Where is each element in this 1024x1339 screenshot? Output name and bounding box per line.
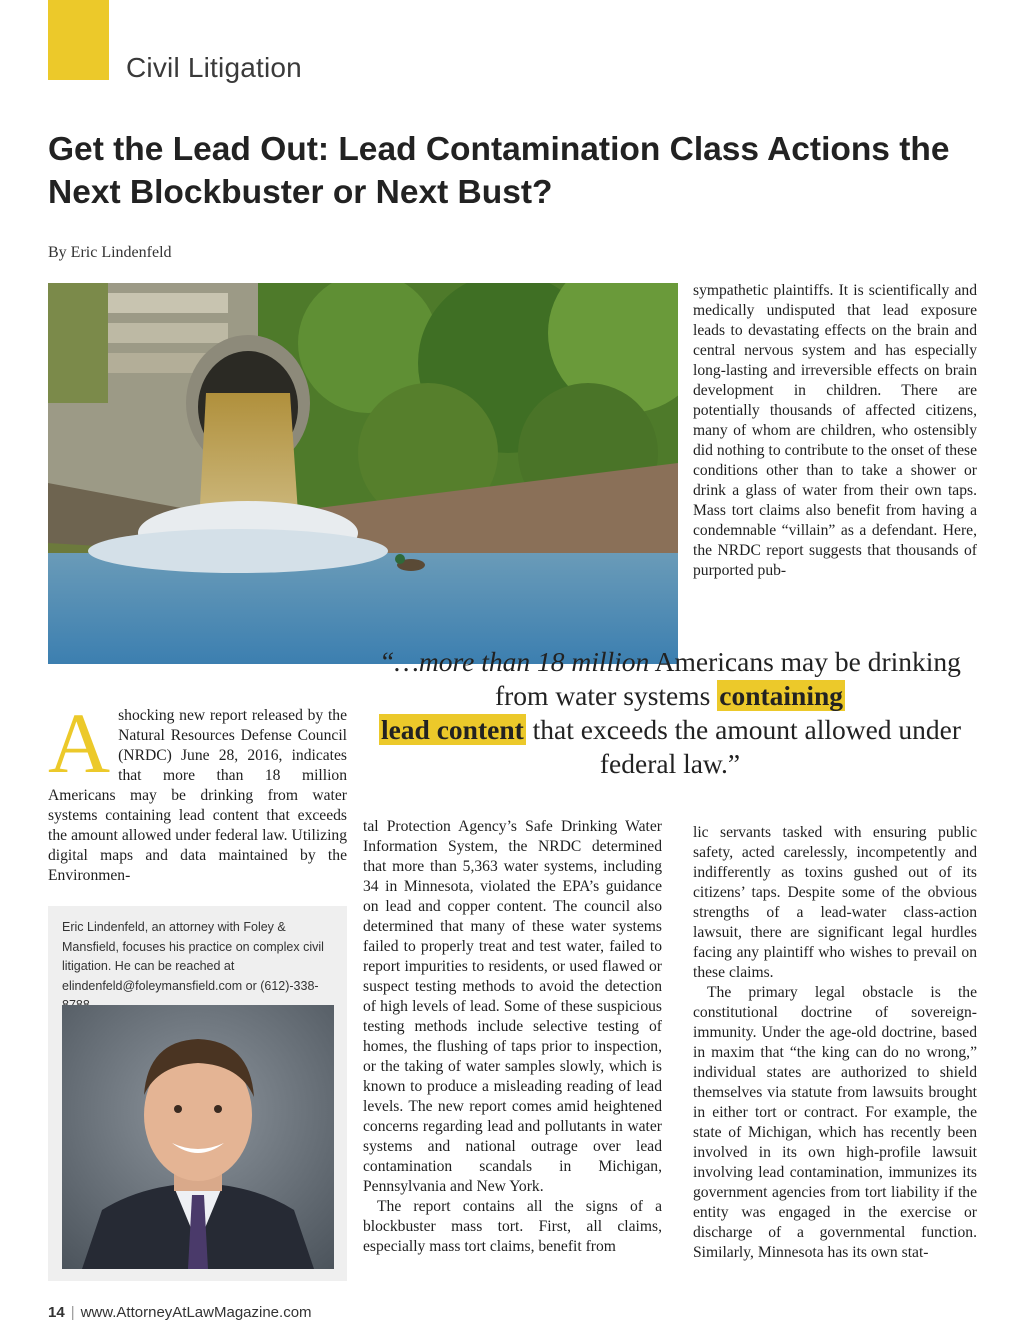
article-column-2 xyxy=(363,817,662,1257)
article-title: Get the Lead Out: Lead Contamination Class Actions the Next Blockbuster or Next Bust? xyxy=(48,131,950,211)
page-number: 14 xyxy=(48,1304,65,1321)
footer-divider: | xyxy=(70,1304,75,1321)
author-portrait xyxy=(62,1005,334,1269)
pull-quote-highlight: containing xyxy=(719,680,844,711)
pull-quote-text: Americans may be drinking from water systems xyxy=(494,646,961,711)
section-label: Civil Litigation xyxy=(126,52,302,83)
body-text: shocking new report released by the Natural Resources Defense Council (NRDC) June 28, 2016, indicates that more than 18 million Americans may be drinking from water systems containing lead content that exceeds the amount allowed under federal law. Utilizing digital maps and data maintained by the Environmen- xyxy=(48,707,347,884)
article-column-1 xyxy=(48,695,347,886)
body-text: sympathetic plaintiffs. It is scientifically and medically undisputed that lead exposure leads to devastating effects on the brain and central nervous system and has especially long-lasting and irreversible effects on brain development in children. There are potentially thousands of affected citizens, many of whom are children, who ostensibly did nothing to contribute to the onset of these conditions other than to take a shower or drink a glass of water from their own taps. Mass tort claims also benefit from having a condemnable “villain” as a defendant. Here, the NRDC report suggests that thousands of purported pub- xyxy=(693,282,977,579)
drop-cap: A xyxy=(48,695,111,791)
body-text: tal Protection Agency’s Safe Drinking Water Information System, the NRDC determined that more than 5,363 water systems, including 34 in Minnesota, violated the EPA’s guidance on lead and copper content. The council also determined that many of these water systems failed to properly treat and test water, failed to report impurities to residents, or used flawed or suspect testing methods to avoid the detection of high levels of lead. Some of these suspicious testing methods include selective testing of homes, the flushing of taps prior to inspection, or the taking of water samples slowly, which is known to produce a misleading reading of lead levels. The new report comes amid heightened concerns regarding lead and pollutants in water systems and national outrage over lead contamination scandals in Michigan, Pennsylvania and New York. xyxy=(363,818,662,1195)
website-url: www.AttorneyAtLawMagazine.com xyxy=(80,1304,312,1321)
byline: By Eric Lindenfeld xyxy=(48,244,172,261)
article-column-right-top xyxy=(693,281,977,581)
pull-quote-text: that exceeds the amount allowed under federal law.” xyxy=(525,714,962,779)
drain-pipe-photo xyxy=(48,283,678,664)
pull-quote xyxy=(360,645,980,781)
section-accent-bar xyxy=(48,0,109,80)
body-text: The primary legal obstacle is the constitutional doctrine of sovereign-immunity. Under the age-old doctrine, based in maxim that “the king can do no wrong,” individual states are authorized to shield themselves via statute from lawsuits brought in either tort or contract. For example, the state of Michigan, which has recently been involved in its own high-profile lawsuit involving lead contamination, immunizes its government agencies from tort liability if the entity was engaged in the exercise or discharge of a governmental function. Similarly, Minnesota has its own stat- xyxy=(693,984,977,1261)
pull-quote-highlight: lead content xyxy=(380,714,524,745)
body-text: lic servants tasked with ensuring public safety, acted carelessly, incompetently and indifferently as toxins gushed out of its citizens’ taps. Despite some of the obvious strengths of a lead-water class-action lawsuit, there are significant legal hurdles facing any plaintiff who wishes to prevail on these claims. xyxy=(693,824,977,981)
article-column-3 xyxy=(693,823,977,1263)
page-footer xyxy=(48,1304,312,1321)
body-text: The report contains all the signs of a blockbuster mass tort. First, all claims, especially mass tort claims, benefit from xyxy=(363,1198,662,1255)
pull-quote-italic: “…more than 18 million xyxy=(379,646,650,677)
author-bio: Eric Lindenfeld, an attorney with Foley & Mansfield, focuses his practice on complex civil litigation. He can be reached at elindenfeld@foleymansfield.com or (612)-338- xyxy=(62,920,324,993)
